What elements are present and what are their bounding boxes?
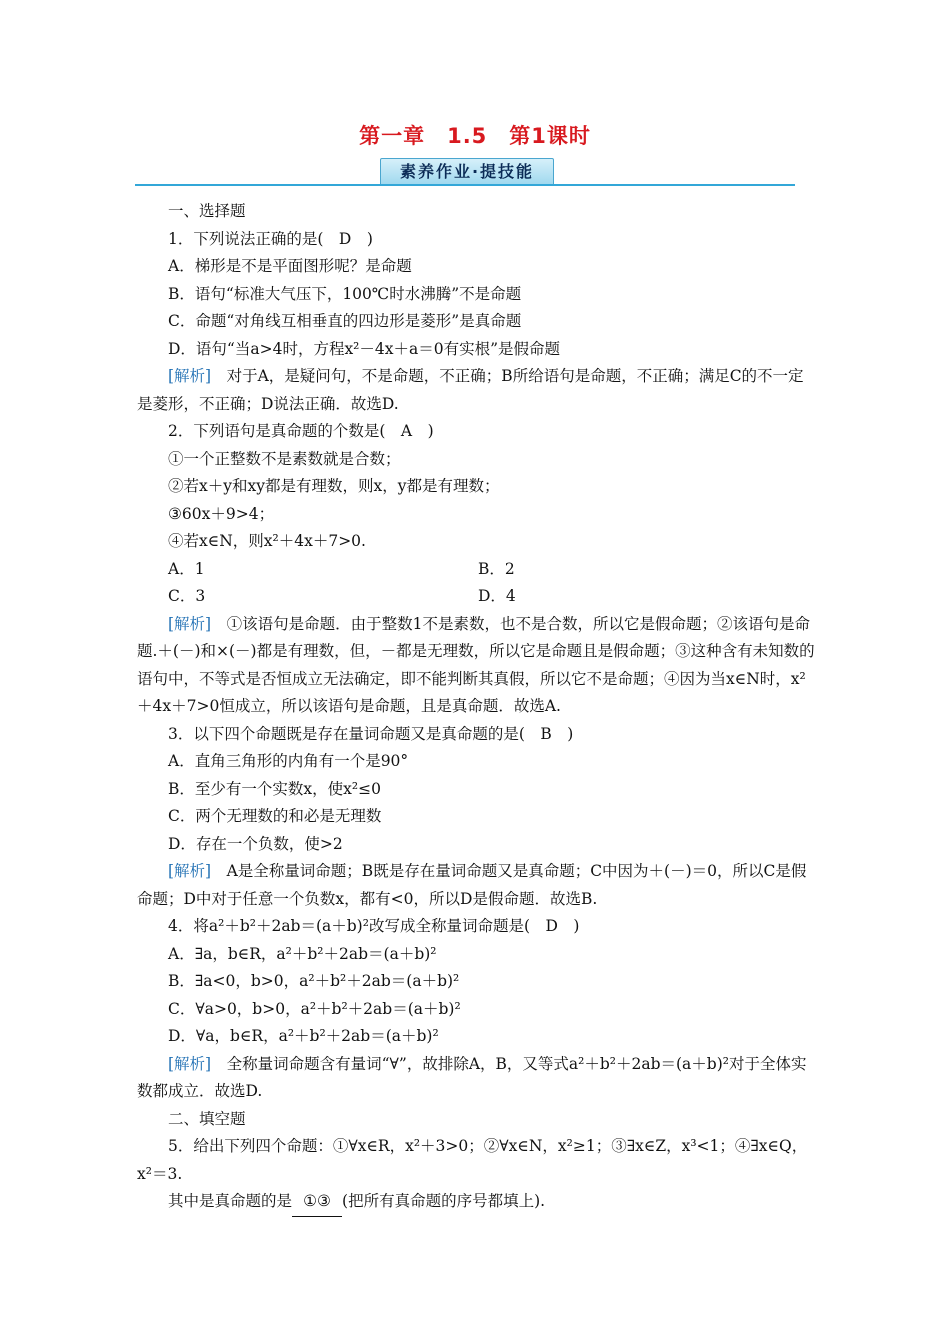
question-option: ②若x＋y和xy都是有理数，则x，y都是有理数； bbox=[168, 477, 500, 495]
analysis-paragraph bbox=[137, 858, 817, 913]
question-option: ①一个正整数不是素数就是合数； bbox=[168, 449, 401, 468]
analysis-text: A是全称量词命题；B既是存在量词命题又是真命题；C中因为＋(－)＝0，所以C是假命题；D中对于任意一个负数x，都有<0，所以D是假命题．故选B. bbox=[137, 862, 807, 908]
analysis-text: ①该语句是命题．由于整数1不是素数，也不是合数，所以它是假命题；②该语句是命题.＋(－)和×(－)都是有理数，但，－都是无理数，所以它是命题且是假命题；③这种含有未知数的语句中，不等式是否恒成立无法确定，即不能判断其真假，所以它不是命题；④因为当x∈N时，x²＋4x＋7>0恒成立，所以该语句是命题，且是真命题．故选A. bbox=[137, 614, 815, 715]
question-option: D．4 bbox=[478, 587, 516, 605]
question-option: B．∃a<0，b>0，a²＋b²＋2ab＝(a＋b)² bbox=[168, 972, 460, 990]
analysis-paragraph bbox=[137, 363, 817, 418]
analysis-tag: [解析] bbox=[168, 367, 212, 385]
analysis-tag: [解析] bbox=[168, 1054, 212, 1073]
section-heading: 一、选择题 bbox=[168, 202, 246, 220]
question-stem: 3．以下四个命题既是存在量词命题又是真命题的是( B ) bbox=[168, 724, 574, 743]
fill-in-line bbox=[137, 1188, 817, 1217]
question-option: C．∀a>0，b>0，a²＋b²＋2ab＝(a＋b)² bbox=[168, 999, 461, 1018]
analysis-tag: [解析] bbox=[168, 862, 212, 880]
question-option: B．语句“标准大气压下，100℃时水沸腾”不是命题 bbox=[168, 284, 522, 303]
question-option: ③60x＋9>4； bbox=[168, 504, 275, 523]
question-option: D．存在一个负数，使>2 bbox=[168, 834, 343, 853]
question-stem: 4．将a²＋b²＋2ab＝(a＋b)²改写成全称量词命题是( D ) bbox=[168, 917, 580, 935]
analysis-tag: [解析] bbox=[168, 614, 212, 633]
option-row bbox=[137, 583, 817, 611]
question-option: C．命题“对角线互相垂直的四边形是菱形”是真命题 bbox=[168, 312, 522, 330]
answer-blank: ①③ bbox=[292, 1188, 342, 1217]
question-option: A．1 bbox=[168, 559, 205, 578]
option-row bbox=[137, 556, 817, 584]
page-title: 第一章 1.5 第1课时 bbox=[359, 124, 591, 148]
analysis-text: 对于A，是疑问句，不是命题，不正确；B所给语句是命题，不正确；满足C的不一定是菱形，不正确；D说法正确．故选D. bbox=[137, 367, 804, 413]
question-option: A．梯形是不是平面图形呢？是命题 bbox=[168, 257, 412, 275]
analysis-text: 全称量词命题含有量词“∀”，故排除A，B，又等式a²＋b²＋2ab＝(a＋b)²对于全体实数都成立．故选D. bbox=[137, 1054, 807, 1100]
section-heading: 二、填空题 bbox=[168, 1109, 246, 1128]
banner-divider bbox=[135, 184, 795, 186]
question-option: D．∀a，b∈R，a²＋b²＋2ab＝(a＋b)² bbox=[168, 1027, 439, 1045]
analysis-paragraph bbox=[137, 1051, 817, 1106]
document-body bbox=[137, 198, 817, 1217]
analysis-paragraph bbox=[137, 611, 817, 721]
question-option: C．3 bbox=[168, 587, 206, 605]
question-option: B．2 bbox=[478, 559, 515, 578]
question-stem: 5．给出下列四个命题：①∀x∈R，x²＋3>0；②∀x∈N，x²≥1；③∃x∈Z，x³<1；④∃x∈Q，x²＝3. bbox=[137, 1137, 808, 1183]
question-option: D．语句“当a>4时，方程x²－4x＋a＝0有实根”是假命题 bbox=[168, 339, 561, 358]
question-option: A．∃a，b∈R，a²＋b²＋2ab＝(a＋b)² bbox=[168, 944, 437, 963]
question-option: A．直角三角形的内角有一个是90° bbox=[168, 752, 409, 770]
fill-text-after: (把所有真命题的序号都填上). bbox=[342, 1192, 546, 1210]
question-stem: 1．下列说法正确的是( D ) bbox=[168, 229, 373, 248]
question-option: ④若x∈N，则x²＋4x＋7>0. bbox=[168, 532, 366, 550]
question-option: C．两个无理数的和必是无理数 bbox=[168, 807, 382, 825]
section-banner: 素养作业·提技能 bbox=[380, 158, 554, 186]
question-stem: 2．下列语句是真命题的个数是( A ) bbox=[168, 422, 434, 440]
question-option: B．至少有一个实数x，使x²≤0 bbox=[168, 779, 381, 798]
fill-text-before: 其中是真命题的是 bbox=[168, 1192, 293, 1210]
